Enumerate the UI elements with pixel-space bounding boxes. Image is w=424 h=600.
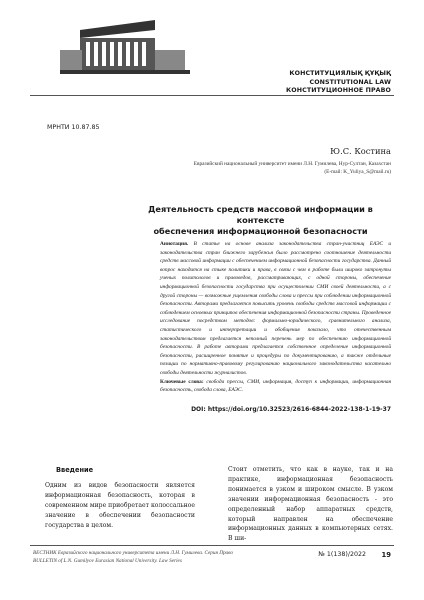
section-en: CONSTITUTIONAL LAW bbox=[309, 78, 391, 86]
abstract-text: В статье на основе анализа законодательства стран-участниц ЕАЭС и законодательства стран ближнего зарубежья было рассмотрено соотношение деятельности средств массовой информации с обеспечением информационной безопасности государства. Данный вопрос находится на стыке политики и права, в связи с чем в работе были широко затронуты ученых политологов и правоведов, рассматривающих, с одной стороны, обеспечение информационной безопасности государства при осуществлении СМИ своей деятельности, а с другой стороны — возможные ущемления свободы слова и прессы при соблюдении информационной безопасности. Авторами предлагается повысить уровень свободы средств массовой информации с соблюдением основных принципов обеспечения информационной безопасности страны. Проведенное исследование посредством методов: формально-юридического, сравнительного анализа, статистического и интерпретации и обобщения показало, что отечественным законодательством предлагается неполный перечень мер по обеспечению информационной безопасности. В работе авторами предлагается собственное определение информационной безопасности, расширенное понятие и процедуры по документированию, а также отдельные позиции по нормативно-правовому регулированию национального законодательства касательно свободы деятельности журналистов. bbox=[160, 241, 391, 376]
keywords-paragraph bbox=[160, 378, 391, 395]
keywords-text: свобода прессы, СМИ, информация, доступ к информации, информационная безопасность, свобода слова, ЕАЭС. bbox=[160, 378, 391, 394]
title-line-1: Деятельность средств массовой информации в контексте bbox=[148, 204, 373, 225]
section-heading bbox=[286, 70, 391, 96]
abstract-label: Аннотация. bbox=[160, 241, 189, 247]
author-name: Ю.С. Костина bbox=[330, 146, 391, 156]
footer-divider bbox=[30, 545, 394, 546]
issue-number: № 1(138)/2022 bbox=[318, 551, 366, 558]
keywords-label: Ключевые слова: bbox=[160, 378, 204, 385]
journal-footer bbox=[33, 549, 233, 566]
journal-name-ru: ВЕСТНИК Евразийского национального университета имени Л.Н. Гумилева. Серия Право bbox=[33, 550, 233, 556]
body-left-column: Одним из видов безопасности является информационная безопасность, которая в современном мире приобретает колоссальное значение в обеспечении безопасности государства в целом. bbox=[45, 482, 195, 529]
section-kz: КОНСТИТУЦИЯЛЫҚ ҚҰҚЫҚ bbox=[289, 70, 391, 77]
affiliation-text: Евразийский национальный университет имени Л.Н. Гумилева, Нур-Султан, Казахстан bbox=[193, 161, 391, 167]
author-email: (E-mail: K_Yuliya_S@mail.ru) bbox=[324, 169, 391, 176]
page-number: 19 bbox=[381, 551, 391, 559]
university-logo bbox=[60, 20, 190, 80]
body-right-column: Стоит отметить, что как в науке, так и на практике, информационная безопасность понимается в узком и широком смысле. В узком значении информационная безопасность - это определенный набор аппаратных средств, который направлен на обеспечение информационных данных в компьютерных сетях. В ши- bbox=[228, 466, 393, 543]
section-ru: КОНСТИТУЦИОННОЕ ПРАВО bbox=[286, 87, 391, 95]
doi-link[interactable]: DOI: https://doi.org/10.32523/2616-6844-2022-138-1-19-37 bbox=[191, 406, 391, 413]
journal-name-en: BULLETIN of L.N. Gumilyov Eurasian National University. Law Series bbox=[33, 558, 182, 565]
abstract bbox=[160, 240, 391, 395]
title-line-2: обеспечения информационной безопасности bbox=[153, 226, 368, 236]
abstract-paragraph bbox=[160, 240, 391, 378]
author-affiliation bbox=[91, 160, 391, 177]
mrnti-code: МРНТИ 10.87.85 bbox=[47, 124, 100, 131]
article-title bbox=[130, 204, 391, 237]
intro-heading: Введение bbox=[56, 466, 94, 474]
